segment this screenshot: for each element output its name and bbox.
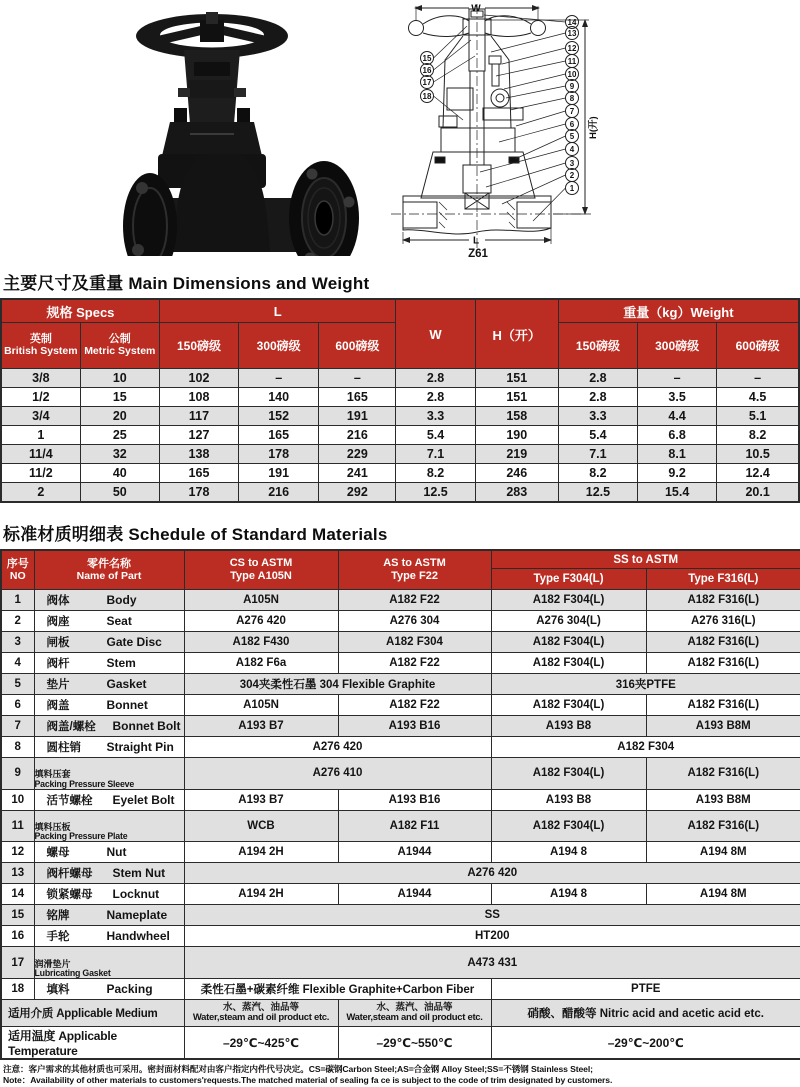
table-row: 11/2 40 165 191 241 8.2 246 8.2 9.2 12.4 (1, 464, 799, 483)
valve-photo (62, 4, 380, 256)
dimensions-table (0, 298, 800, 503)
part-row: 18 填料 Packing 柔性石墨+碳素纤维 Flexible Graphite+Carbon Fiber PTFE (1, 979, 800, 1000)
callout-4: 4 (569, 145, 575, 154)
callout-13: 13 (567, 29, 577, 38)
callout-11: 11 (567, 57, 577, 66)
header-no: 序号 NO (1, 550, 34, 590)
callout-2: 2 (569, 171, 575, 180)
header-w: W (396, 299, 475, 369)
dim-w-label: W (471, 3, 481, 15)
part-row: 3 闸板 Gate Disc A182 F430 A182 F304 A182 F304(L) A182 F316(L) (1, 632, 800, 653)
part-row: 14 锁紧螺母 Locknut A194 2H A1944 A194 8 A194 8M (1, 884, 800, 905)
part-row: 12 螺母 Nut A194 2H A1944 A194 8 A194 8M (1, 842, 800, 863)
header-ss: SS to ASTM (491, 550, 800, 569)
part-row: 10 活节螺栓 Eyelet Bolt A193 B7 A193 B16 A193 B8 A193 B8M (1, 789, 800, 810)
materials-table (0, 549, 800, 1060)
dim-l-label: L (472, 235, 480, 247)
header-wt-300: 300磅级 (638, 323, 717, 369)
part-row: 9 填料压套 Packing Pressure Sleeve A276 410 A182 F304(L) A182 F316(L) (1, 758, 800, 790)
part-row: 17 润滑垫片 Lubricating Gasket A473 431 (1, 947, 800, 979)
part-row: 15 铭牌 Nameplate SS (1, 905, 800, 926)
applicable-medium-row: 适用介质 Applicable Medium 水、蒸汽、油品等 Water,steam and oil product etc. 水、蒸汽、油品等 Water,steam and oil product etc. 硝酸、醋酸等 Nitric acid and acetic acid etc. (1, 1000, 800, 1027)
header-metric-system: 公制 Metric System (80, 323, 159, 369)
callout-7: 7 (569, 107, 575, 116)
part-row: 4 阀杆 Stem A182 F6a A182 F22 A182 F304(L) A182 F316(L) (1, 653, 800, 674)
table-row: 11/4 32 138 178 229 7.1 219 7.1 8.1 10.5 (1, 445, 799, 464)
header-specs: 规格 Specs (1, 299, 159, 323)
table-row: 3/4 20 117 152 191 3.3 158 3.3 4.4 5.1 (1, 407, 799, 426)
table-row: 1/2 15 108 140 165 2.8 151 2.8 3.5 4.5 (1, 388, 799, 407)
footnote (3, 1064, 798, 1086)
header-l-300: 300磅级 (239, 323, 319, 369)
table-row: 1 25 127 165 216 5.4 190 5.4 6.8 8.2 (1, 426, 799, 445)
callout-9: 9 (569, 82, 575, 91)
part-row: 13 阀杆螺母 Stem Nut A276 420 (1, 863, 800, 884)
callout-14: 14 (567, 18, 577, 27)
part-row: 5 垫片 Gasket 304夹柔性石墨 304 Flexible Graphite 316夹PTFE (1, 674, 800, 695)
part-row: 11 填料压板 Packing Pressure Plate WCB A182 F11 A182 F304(L) A182 F316(L) (1, 810, 800, 842)
callout-6: 6 (569, 120, 575, 129)
header-ss-f316: Type F316(L) (646, 569, 800, 590)
callout-8: 8 (569, 94, 575, 103)
valve-drawing (383, 0, 798, 258)
applicable-temperature-row: 适用温度 Applicable Temperature –29℃~425℃ –29℃~550℃ –29℃~200℃ (1, 1027, 800, 1060)
footnote-line-cn: 注意：客户需求的其他材质也可采用。密封面材料配对由客户指定内件代号决定。CS=碳钢Carbon Steel;AS=合金钢 Alloy Steel;SS=不锈钢 Stainless Steel; (3, 1064, 593, 1075)
header-as: AS to ASTM Type F22 (338, 550, 491, 590)
header-ss-f304: Type F304(L) (491, 569, 646, 590)
callout-10: 10 (567, 70, 577, 79)
header-wt-150: 150磅级 (558, 323, 637, 369)
callout-5: 5 (569, 132, 575, 141)
header-h-open: H（开） (475, 299, 558, 369)
header-wt-600: 600磅级 (717, 323, 799, 369)
callout-15: 15 (422, 54, 432, 63)
part-row: 8 圆柱销 Straight Pin A276 420 A182 F304 (1, 737, 800, 758)
callout-17: 17 (422, 78, 432, 87)
medium-label: 适用介质 Applicable Medium (1, 1000, 184, 1027)
model-label: Z61 (468, 248, 488, 258)
header-l-150: 150磅级 (159, 323, 238, 369)
header-part-name: 零件名称 Name of Part (34, 550, 184, 590)
header-british-system: 英制 British System (1, 323, 80, 369)
part-row: 7 阀盖/螺栓 Bonnet Bolt A193 B7 A193 B16 A193 B8 A193 B8M (1, 716, 800, 737)
dim-h-label: H(开) (588, 116, 599, 139)
header-weight: 重量（kg）Weight (558, 299, 799, 323)
part-row: 16 手轮 Handwheel HT200 (1, 926, 800, 947)
part-row: 6 阀盖 Bonnet A105N A182 F22 A182 F304(L) A182 F316(L) (1, 695, 800, 716)
header-l: L (159, 299, 396, 323)
header-l-600: 600磅级 (319, 323, 396, 369)
callout-16: 16 (422, 66, 432, 75)
part-row: 1 阀体 Body A105N A182 F22 A182 F304(L) A182 F316(L) (1, 590, 800, 611)
callout-12: 12 (567, 44, 577, 53)
dimensions-title: 主要尺寸及重量 Main Dimensions and Weight (3, 274, 370, 293)
callout-18: 18 (422, 92, 432, 101)
table-row: 3/8 10 102 – – 2.8 151 2.8 – – (1, 369, 799, 388)
footnote-line-en: Note：Availability of other materials to customers'requests.The matched material of sealing fa ce is subject to the code of trim designated by customers. (3, 1075, 613, 1086)
temperature-label: 适用温度 Applicable Temperature (1, 1027, 184, 1060)
figures-row (0, 0, 800, 260)
callout-3: 3 (569, 159, 575, 168)
callout-1: 1 (569, 184, 575, 193)
materials-title: 标准材质明细表 Schedule of Standard Materials (3, 525, 388, 544)
table-row: 2 50 178 216 292 12.5 283 12.5 15.4 20.1 (1, 483, 799, 503)
part-row: 2 阀座 Seat A276 420 A276 304 A276 304(L) A276 316(L) (1, 611, 800, 632)
header-cs: CS to ASTM Type A105N (184, 550, 338, 590)
